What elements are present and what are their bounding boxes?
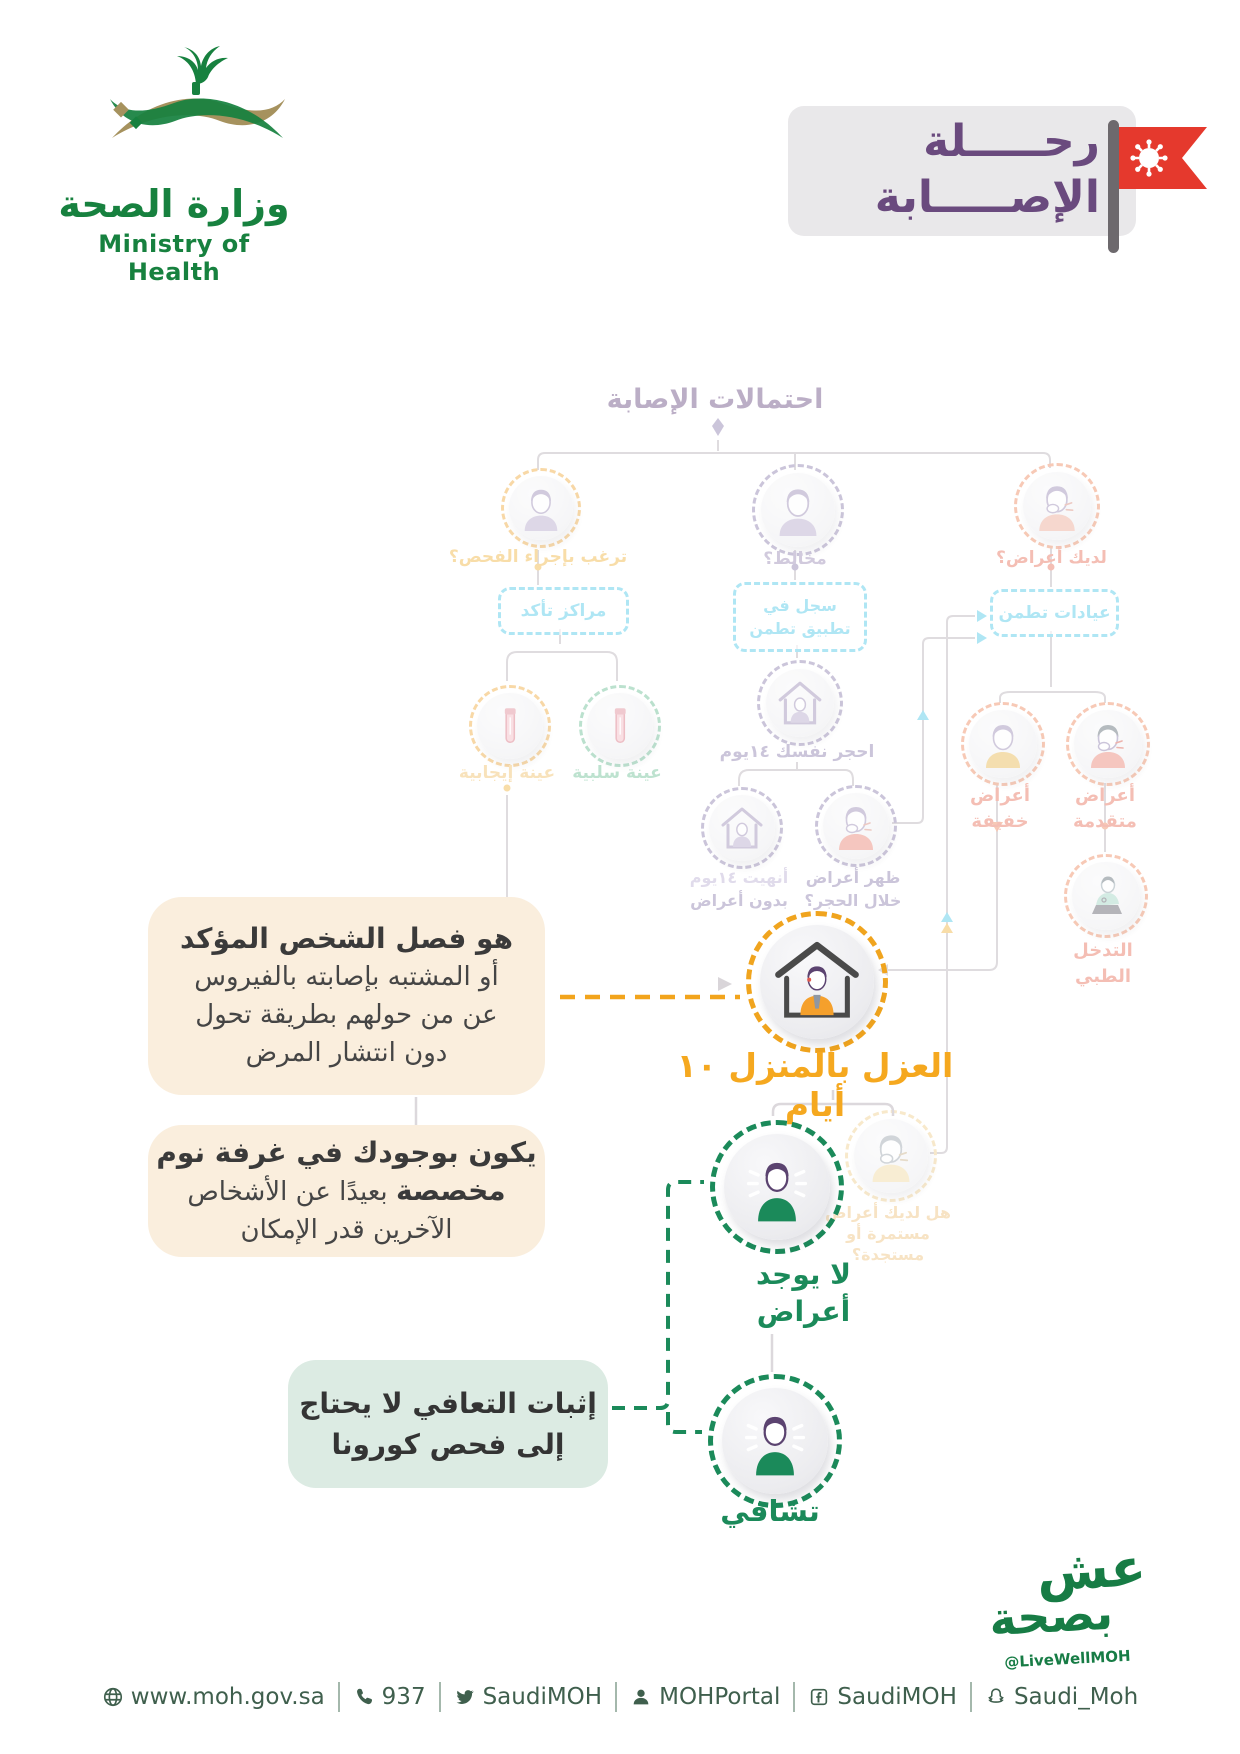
note2-line3: الآخرين قدر الإمكان (240, 1214, 453, 1245)
home-isolation-icon (771, 936, 863, 1028)
during-line1: ظهر أعراض (805, 868, 901, 887)
node-circle-symptoms (1014, 463, 1100, 549)
label-recovered: تشافي (720, 1494, 820, 1528)
no-symptoms-line2: أعراض (756, 1295, 851, 1328)
label-want-test: ترغب بإجراء الفحص؟ (448, 547, 628, 567)
ongoing-line3: مستجدة؟ (851, 1245, 925, 1264)
user-icon (630, 1686, 652, 1708)
house-person-icon (718, 804, 766, 852)
badge-title-line2: الإصـــــابة (874, 172, 1100, 223)
node-circle-medical-intervention (1064, 854, 1148, 938)
during-line2: خلال الحجر؟ (804, 891, 902, 910)
box-register-line1: سجل في (763, 596, 837, 615)
coughing-person-icon (1032, 481, 1082, 531)
node-circle-finished-quarantine (701, 787, 783, 869)
node-circle-recovered (708, 1374, 842, 1508)
footer-separator (793, 1682, 795, 1712)
footer-separator (615, 1682, 617, 1712)
footer-twitter-text: SaudiMOH (482, 1684, 603, 1710)
flowchart-title: احتمالات الإصابة (606, 384, 824, 415)
note3-line2: إلى فحص كورونا (331, 1428, 565, 1461)
label-quarantine: احجر نفسك ١٤يوم (719, 742, 875, 762)
mild-line1: أعراض (969, 785, 1031, 806)
node-circle-contact (752, 464, 844, 556)
footer-phone-text: 937 (381, 1684, 426, 1710)
footer-separator (970, 1682, 972, 1712)
finished-line1: أنهيت ١٤يوم (689, 868, 789, 887)
medical-line2: الطبي (1074, 966, 1132, 987)
note1-line2: أو المشتبه بإصابته بالفيروس (194, 962, 499, 992)
footer-snapchat-text: Saudi_Moh (1013, 1684, 1139, 1710)
node-circle-quarantine (757, 660, 843, 746)
node-circle-positive-sample (469, 685, 551, 767)
box-tatamman-clinics: عيادات تطمن (990, 589, 1119, 637)
note1-bold: هو فصل الشخص المؤكد (179, 922, 513, 955)
snapchat-icon (985, 1686, 1007, 1708)
test-tube-icon (597, 703, 643, 749)
globe-icon (102, 1686, 124, 1708)
ongoing-line1: هل لديك أعراض (824, 1203, 952, 1222)
label-medical-intervention (1043, 938, 1163, 990)
footer-item-facebook[interactable] (808, 1684, 957, 1710)
livewell-word2: بصحة (987, 1585, 1115, 1647)
recovering-person-icon (734, 1144, 820, 1230)
node-circle-no-symptoms (710, 1120, 844, 1254)
note-recovery-proof (288, 1360, 608, 1488)
ongoing-line2: مستمرة أو (846, 1224, 930, 1243)
house-person-icon (775, 678, 825, 728)
note2-line2-bold: مخصصة (395, 1173, 506, 1207)
livewell-logo (981, 1538, 1153, 1686)
coughing-person-icon (865, 1130, 917, 1182)
footer-item-phone[interactable] (353, 1684, 426, 1710)
no-symptoms-line1: لا يوجد (755, 1258, 852, 1291)
person-icon (772, 484, 824, 536)
box-taakad-centers: مراكز تأكد (498, 587, 629, 635)
facebook-icon (808, 1686, 830, 1708)
node-circle-want-test (501, 468, 581, 548)
footer-item-website[interactable] (102, 1684, 325, 1710)
label-no-symptoms (726, 1256, 881, 1330)
doctor-icon (1082, 872, 1130, 920)
moh-name-arabic: وزارة الصحة (58, 182, 290, 226)
note3-line1: إثبات التعافي لا يحتاج (299, 1387, 597, 1420)
advanced-line1: أعراض (1074, 785, 1136, 806)
note-isolation-definition (148, 897, 545, 1095)
test-tube-icon (487, 703, 533, 749)
recovered-person-icon (732, 1398, 818, 1484)
person-icon (979, 720, 1027, 768)
label-contact: مخالط؟ (763, 549, 827, 569)
note2-bold: يكون بوجودك في غرفة نوم (156, 1135, 537, 1169)
node-circle-negative-sample (579, 685, 661, 767)
box-register-app (733, 582, 867, 652)
footer-separator (338, 1682, 340, 1712)
moh-name-english: Ministry of Health (98, 230, 250, 286)
note1-line3: عن من حولهم بطريقة تحول (195, 1000, 498, 1030)
footer-website-text: www.moh.gov.sa (130, 1684, 325, 1710)
badge-title-line1: رحـــــلة (923, 116, 1100, 167)
node-circle-advanced-symptoms (1066, 702, 1150, 786)
node-circle-home-isolation (746, 911, 888, 1053)
node-circle-mild-symptoms (961, 702, 1045, 786)
footer-bar (0, 1682, 1240, 1712)
label-symptoms: لديك أعراض؟ (996, 548, 1107, 568)
note2-line2-rest: بعيدًا عن الأشخاص (187, 1176, 396, 1207)
label-negative-sample: عينة سلبية (572, 763, 662, 783)
coughing-person-icon (832, 802, 880, 850)
note1-line4: دون انتشار المرض (245, 1038, 448, 1068)
label-positive-sample: عينة إيجابية (458, 763, 556, 783)
home-isolation-title: العزل بالمنزل ١٠ أيام (676, 1046, 954, 1124)
footer-item-snapchat[interactable] (985, 1684, 1138, 1710)
footer-item-portal[interactable] (630, 1684, 780, 1710)
sick-person-icon (1084, 720, 1132, 768)
advanced-line2: متقدمة (1073, 811, 1137, 832)
label-symptoms-during (773, 866, 933, 912)
node-circle-symptoms-during (815, 785, 897, 867)
twitter-icon (454, 1686, 476, 1708)
livewell-word1: عش (1035, 1537, 1148, 1604)
person-icon (518, 485, 564, 531)
mild-line2: خفيفة (971, 811, 1029, 832)
note-dedicated-room (148, 1125, 545, 1257)
box-register-line2: تطبيق تطمن (749, 619, 851, 638)
footer-item-twitter[interactable] (454, 1684, 603, 1710)
label-mild-symptoms (940, 783, 1060, 835)
livewell-handle: @LiveWellMOH (1003, 1646, 1132, 1672)
footer-facebook-text: SaudiMOH (837, 1684, 957, 1710)
phone-icon (353, 1686, 375, 1708)
medical-line1: التدخل (1073, 940, 1133, 961)
finished-line2: بدون أعراض (690, 891, 788, 910)
footer-portal-text: MOHPortal (659, 1684, 781, 1710)
label-advanced-symptoms (1045, 783, 1165, 835)
footer-separator (439, 1682, 441, 1712)
